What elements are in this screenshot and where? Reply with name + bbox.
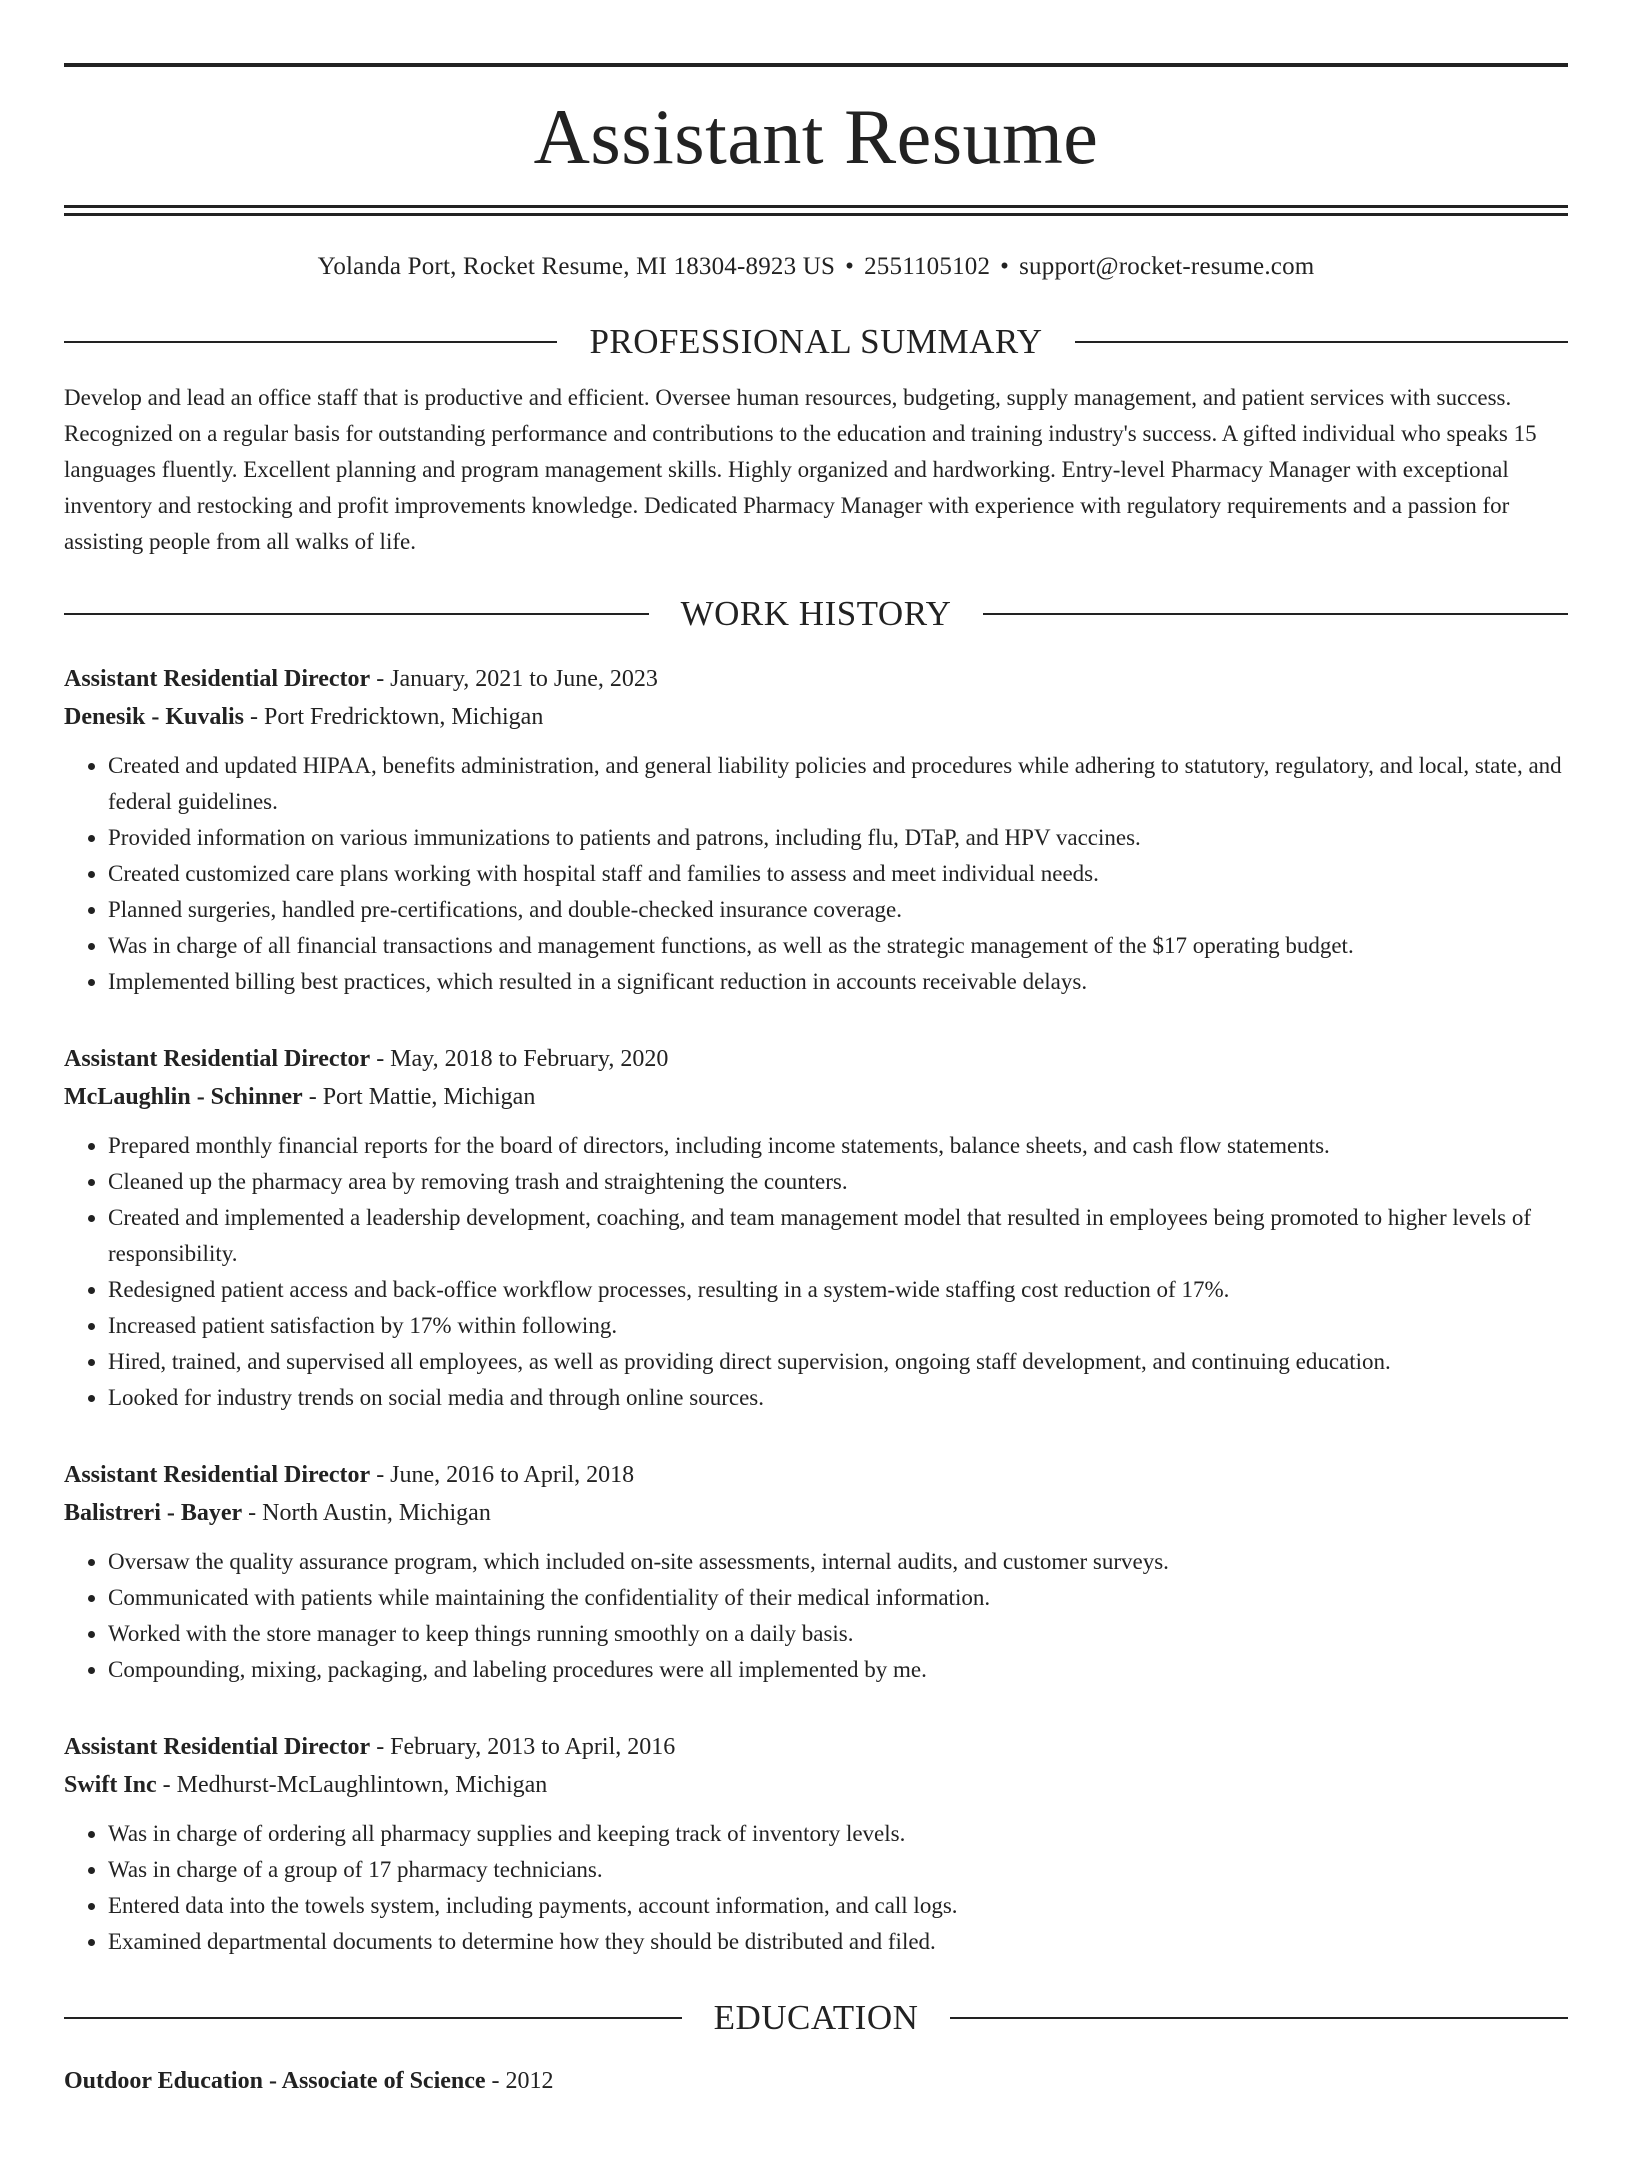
job-title-line [64, 1728, 1568, 1766]
contact-separator: • [845, 253, 855, 280]
job-title: Assistant Residential Director [64, 1046, 371, 1072]
job-bullet: • Hired, trained, and supervised all employees, as well as providing direct supervision, ongoing staff development, and continuing education. [108, 1344, 1568, 1380]
job-bullet-list [64, 1128, 1568, 1416]
job-bullet: • Redesigned patient access and back-office workflow processes, resulting in a system-wide staffing cost reduction of 17%. [108, 1272, 1568, 1308]
section-rule-left [64, 341, 557, 343]
contact-line [64, 252, 1568, 282]
section-rule-right [983, 613, 1568, 615]
job-company: McLaughlin - Schinner [64, 1084, 303, 1110]
job-company-line [64, 1078, 1568, 1116]
job-bullet: • Examined departmental documents to determine how they should be distributed and filed. [108, 1924, 1568, 1960]
job-entry [64, 1040, 1568, 1416]
job-title: Assistant Residential Director [64, 1734, 371, 1760]
resume-page [0, 63, 1632, 2175]
job-bullet-list [64, 1544, 1568, 1688]
job-dates: - January, 2021 to June, 2023 [370, 666, 658, 692]
job-dates: - May, 2018 to February, 2020 [370, 1046, 669, 1072]
job-bullet: • Looked for industry trends on social media and through online sources. [108, 1380, 1568, 1416]
section-title: WORK HISTORY [680, 594, 952, 633]
section-title: PROFESSIONAL SUMMARY [589, 322, 1043, 361]
job-title: Assistant Residential Director [64, 1462, 371, 1488]
job-bullet: • Prepared monthly financial reports for the board of directors, including income statements, balance sheets, and cash flow statements. [108, 1128, 1568, 1164]
job-title-line [64, 660, 1568, 698]
job-bullet: • Was in charge of ordering all pharmacy supplies and keeping track of inventory levels. [108, 1816, 1568, 1852]
job-bullet: • Created and updated HIPAA, benefits administration, and general liability policies and procedures while adhering to statutory, regulatory, and local, state, and federal guidelines. [108, 748, 1568, 820]
section-header-education [64, 1998, 1568, 2038]
title-double-rule [64, 205, 1568, 216]
job-entry [64, 1728, 1568, 1960]
job-location: - Medhurst-McLaughlintown, Michigan [156, 1772, 548, 1798]
contact-separator: • [1000, 253, 1010, 280]
job-bullet: • Worked with the store manager to keep things running smoothly on a daily basis. [108, 1616, 1568, 1652]
contact-phone: 2551105102 [864, 253, 991, 280]
section-header-work-history [64, 594, 1568, 634]
education-year: - 2012 [485, 2068, 554, 2094]
job-entry [64, 660, 1568, 1000]
job-title: Assistant Residential Director [64, 666, 371, 692]
job-dates: - June, 2016 to April, 2018 [370, 1462, 635, 1488]
job-company: Swift Inc [64, 1772, 157, 1798]
job-bullet: • Oversaw the quality assurance program, which included on-site assessments, internal audits, and customer surveys. [108, 1544, 1568, 1580]
job-company-line [64, 1766, 1568, 1804]
job-dates: - February, 2013 to April, 2016 [370, 1734, 676, 1760]
job-bullet: • Entered data into the towels system, including payments, account information, and call logs. [108, 1888, 1568, 1924]
job-company: Denesik - Kuvalis [64, 704, 245, 730]
work-history-list [64, 660, 1568, 1960]
section-rule-left [64, 2017, 682, 2019]
job-title-line [64, 1040, 1568, 1078]
section-rule-right [950, 2017, 1568, 2019]
job-bullet: • Was in charge of a group of 17 pharmacy technicians. [108, 1852, 1568, 1888]
section-title: EDUCATION [713, 1998, 919, 2037]
job-title-line [64, 1456, 1568, 1494]
job-bullet: • Increased patient satisfaction by 17% within following. [108, 1308, 1568, 1344]
section-header-summary [64, 322, 1568, 362]
job-bullet-list [64, 1816, 1568, 1960]
job-company-line [64, 698, 1568, 736]
job-bullet-list [64, 748, 1568, 1000]
job-bullet: • Cleaned up the pharmacy area by removing trash and straightening the counters. [108, 1164, 1568, 1200]
job-bullet: • Provided information on various immunizations to patients and patrons, including flu, DTaP, and HPV vaccines. [108, 820, 1568, 856]
job-company: Balistreri - Bayer [64, 1500, 243, 1526]
section-rule-left [64, 613, 649, 615]
job-bullet: • Implemented billing best practices, which resulted in a significant reduction in accounts receivable delays. [108, 964, 1568, 1000]
job-bullet: • Was in charge of all financial transactions and management functions, as well as the strategic management of the $17 operating budget. [108, 928, 1568, 964]
document-title: Assistant Resume [533, 93, 1099, 180]
job-entry [64, 1456, 1568, 1688]
job-bullet: • Communicated with patients while maintaining the confidentiality of their medical information. [108, 1580, 1568, 1616]
job-bullet: • Compounding, mixing, packaging, and labeling procedures were all implemented by me. [108, 1652, 1568, 1688]
job-bullet: • Planned surgeries, handled pre-certifications, and double-checked insurance coverage. [108, 892, 1568, 928]
section-rule-right [1075, 341, 1568, 343]
job-bullet: • Created customized care plans working with hospital staff and families to assess and meet individual needs. [108, 856, 1568, 892]
education-entry [64, 2062, 1568, 2100]
job-location: - Port Fredricktown, Michigan [244, 704, 544, 730]
job-company-line [64, 1494, 1568, 1532]
contact-email: support@rocket-resume.com [1019, 253, 1315, 280]
summary-paragraph: Develop and lead an office staff that is productive and efficient. Oversee human resources, budgeting, supply management, and patient services with success. Recognized on a regular basis for outstanding performance and contributions to the education and training industry's success. A gifted individual who speaks 15 languages fluently. Excellent planning and program management skills. Highly organized and hardworking. Entry-level Pharmacy Manager with exceptional inventory and restocking and profit improvements knowledge. Dedicated Pharmacy Manager with experience with regulatory requirements and a passion for assisting people from all walks of life. [64, 385, 1537, 554]
job-location: - North Austin, Michigan [242, 1500, 491, 1526]
contact-address: Yolanda Port, Rocket Resume, MI 18304-8923 US [317, 253, 836, 280]
job-bullet: • Created and implemented a leadership development, coaching, and team management model that resulted in employees being promoted to higher levels of responsibility. [108, 1200, 1568, 1272]
job-location: - Port Mattie, Michigan [302, 1084, 536, 1110]
education-degree: Outdoor Education - Associate of Science [64, 2068, 486, 2094]
